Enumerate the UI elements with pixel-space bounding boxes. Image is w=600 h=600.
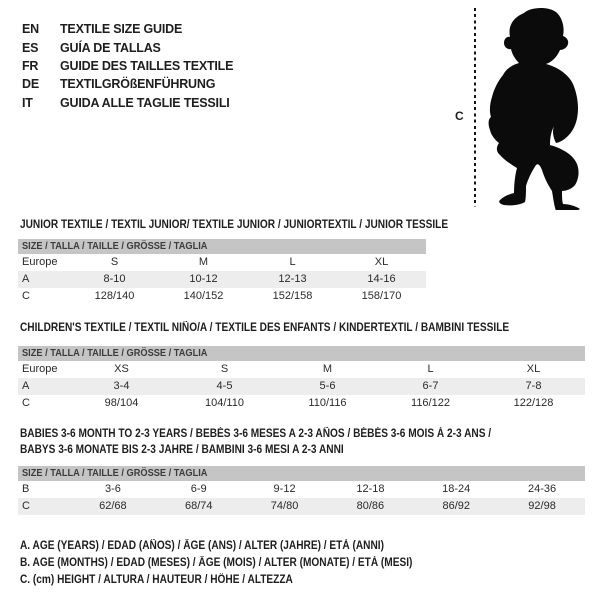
- height-measure-label: C: [455, 109, 464, 123]
- table-cell: 12-13: [278, 273, 307, 285]
- size-table-header: SIZE / TALLA / TAILLE / GRÖSSE / TAGLIA: [18, 466, 585, 481]
- language-title-list: [22, 20, 233, 112]
- junior-size-table: [18, 239, 426, 305]
- table-row: [18, 288, 426, 305]
- children-size-table: [18, 346, 585, 412]
- size-table-header: SIZE / TALLA / TAILLE / GRÖSSE / TAGLIA: [18, 239, 426, 254]
- table-cell: 18-24: [442, 483, 471, 495]
- table-cell: 158/170: [361, 290, 402, 302]
- table-cell: 152/158: [272, 290, 313, 302]
- table-cell: 62/68: [99, 500, 127, 512]
- table-cell: 3-6: [104, 483, 121, 495]
- table-cell: 104/110: [205, 397, 244, 409]
- language-title: GUIDA ALLE TAGLIE TESSILI: [60, 95, 230, 110]
- table-cell: L: [427, 363, 434, 375]
- table-cell: 9-12: [273, 483, 296, 495]
- language-row: [22, 75, 233, 93]
- table-row: [18, 498, 585, 515]
- table-cell: 3-4: [113, 380, 130, 392]
- table-cell: 98/104: [104, 397, 139, 409]
- row-label: C: [22, 397, 30, 409]
- language-code: EN: [22, 22, 39, 37]
- table-cell: 140/152: [183, 290, 224, 302]
- table-cell: XL: [526, 363, 541, 375]
- table-cell: 5-6: [319, 380, 336, 392]
- footnote-b: B. AGE (MONTHS) / EDAD (MESES) / ÂGE (MOIS) / ALTER (MONATE) / ETÀ (MESI): [20, 556, 413, 569]
- language-row: [22, 94, 233, 112]
- table-cell: 24-36: [527, 483, 557, 495]
- language-title: GUÍA DE TALLAS: [60, 40, 161, 55]
- table-cell: 86/92: [442, 500, 470, 512]
- table-cell: S: [220, 363, 229, 375]
- table-cell: 6-9: [190, 483, 207, 495]
- table-cell: 116/122: [411, 397, 450, 409]
- table-cell: 74/80: [270, 500, 299, 512]
- table-cell: 7-8: [525, 380, 542, 392]
- footnote-legend: [20, 538, 466, 588]
- table-cell: 110/116: [308, 397, 347, 409]
- table-cell: 10-12: [189, 273, 218, 285]
- row-label: C: [22, 500, 30, 512]
- language-code: FR: [22, 58, 39, 73]
- table-cell: 14-16: [367, 273, 396, 285]
- table-cell: M: [198, 256, 209, 268]
- language-code: DE: [22, 77, 39, 92]
- footnote-c: C. (cm) HEIGHT / ALTURA / HAUTEUR / HÖHE / ALTEZZA: [20, 573, 293, 586]
- table-cell: 12-18: [356, 483, 385, 495]
- table-cell: 4-5: [216, 380, 233, 392]
- table-cell: 68/74: [184, 500, 213, 512]
- table-cell: 92/98: [528, 500, 556, 512]
- row-label: C: [22, 290, 30, 302]
- table-cell: XL: [374, 256, 389, 268]
- language-row: [22, 38, 233, 56]
- babies-table-title: BABIES 3-6 MONTH TO 2-3 YEARS / BEBÉS 3-6 MESES A 2-3 AÑOS / BÉBÉS 3-6 MOIS À 2-3 ANS / BABYS 3-6 MONATE BIS 2-3 JAHRE / BAMBINI 3-6 MESI A 2-3 ANNI: [20, 428, 492, 456]
- language-title: GUIDE DES TAILLES TEXTILE: [60, 58, 234, 73]
- table-row: [18, 481, 585, 498]
- table-cell: S: [110, 256, 119, 268]
- table-row: [18, 254, 426, 271]
- table-cell: 122/128: [513, 397, 554, 409]
- row-label: Europe: [22, 363, 58, 375]
- footnote-a: A. AGE (YEARS) / EDAD (AÑOS) / ÂGE (ANS) / ALTER (JAHRE) / ETÀ (ANNI): [20, 540, 384, 552]
- table-row: [18, 271, 426, 288]
- junior-table-title: JUNIOR TEXTILE / TEXTIL JUNIOR/ TEXTILE JUNIOR / JUNIORTEXTIL / JUNIOR TESSILE: [20, 219, 449, 231]
- language-row: [22, 20, 233, 38]
- table-cell: M: [322, 363, 333, 375]
- row-label: A: [22, 273, 30, 285]
- language-row: [22, 57, 233, 75]
- table-cell: 80/86: [356, 500, 385, 512]
- table-cell: 8-10: [103, 273, 126, 285]
- children-table-title: CHILDREN'S TEXTILE / TEXTIL NIÑO/A / TEXTILE DES ENFANTS / KINDERTEXTIL / BAMBINI TESSILE: [20, 322, 510, 334]
- baby-silhouette-icon: [486, 5, 596, 210]
- table-row: [18, 378, 585, 395]
- table-row: [18, 361, 585, 378]
- table-cell: 6-7: [422, 380, 439, 392]
- table-cell: XS: [114, 363, 129, 375]
- language-title: TEXTILE SIZE GUIDE: [60, 22, 183, 37]
- language-title: TEXTILGRÖßENFÜHRUNG: [60, 77, 216, 92]
- row-label: A: [22, 380, 30, 392]
- table-row: [18, 395, 585, 412]
- babies-size-table: [18, 466, 585, 515]
- size-table-header: SIZE / TALLA / TAILLE / GRÖSSE / TAGLIA: [18, 346, 585, 361]
- language-code: ES: [22, 40, 39, 55]
- row-label: Europe: [22, 256, 58, 268]
- table-cell: 128/140: [94, 290, 135, 302]
- row-label: B: [22, 483, 30, 495]
- table-cell: L: [289, 256, 296, 268]
- height-measure-dashed-line: [474, 8, 476, 207]
- language-code: IT: [22, 95, 33, 110]
